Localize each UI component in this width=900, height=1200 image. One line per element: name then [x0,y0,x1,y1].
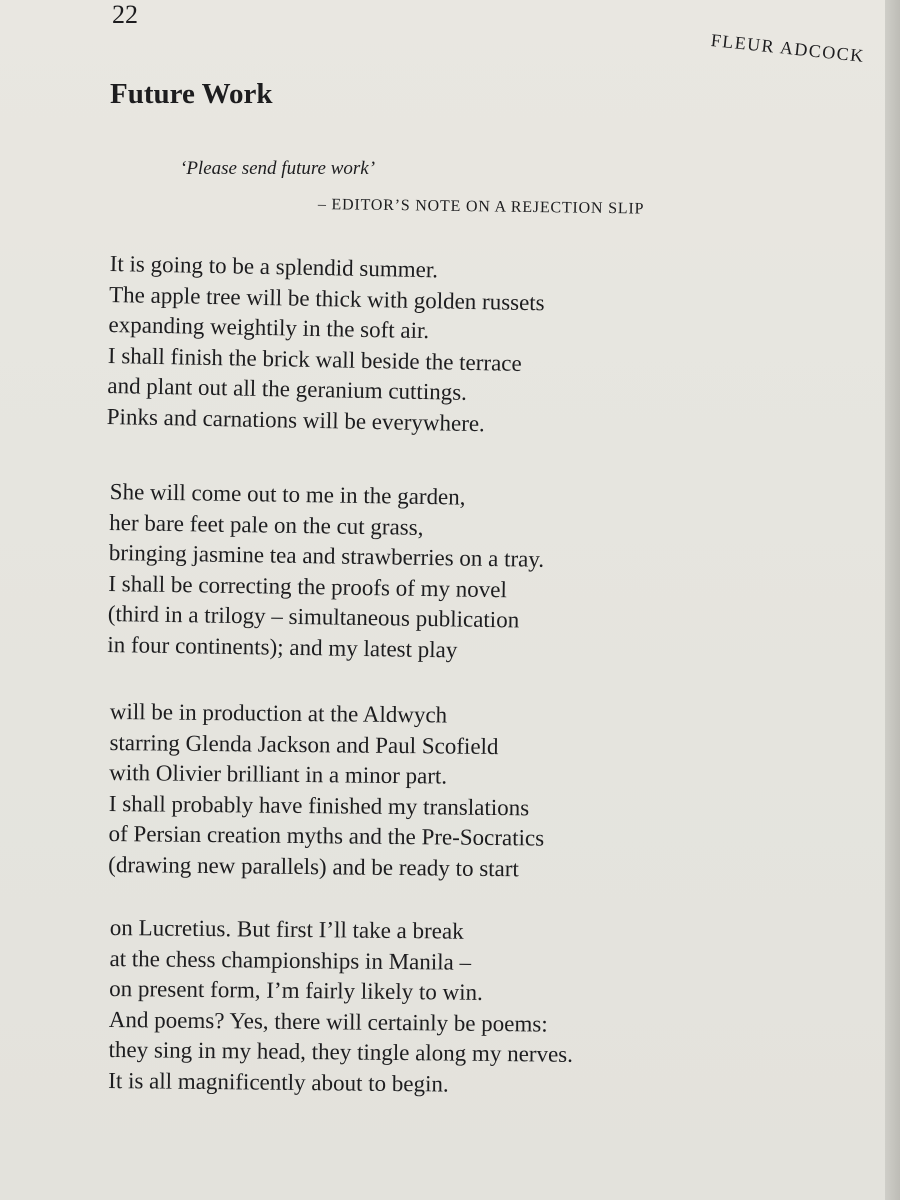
poem-line: on Lucretius. But first I’ll take a break [109,914,464,944]
poem-line: It is going to be a splendid summer. [109,250,439,283]
poem-line: will be in production at the Aldwych [109,698,448,728]
poem-line: (drawing new parallels) and be ready to start [108,851,520,882]
poem-line: I shall finish the brick wall beside the terrace [107,342,522,376]
stanza-1 [106,249,545,441]
running-head-author: FLEUR ADCOCK [709,30,866,67]
poem-line: on present form, I’m fairly likely to win. [109,976,483,1006]
poem-line: And poems? Yes, there will certainly be poems: [108,1006,548,1037]
page-edge [885,0,900,1200]
poem-line: and plant out all the geranium cuttings. [107,373,468,406]
poem-line: of Persian creation myths and the Pre-Socratics [108,821,545,851]
stanza-2 [107,477,545,667]
poem-line: She will come out to me in the garden, [109,478,466,510]
poem-line: starring Glenda Jackson and Paul Scofield [109,729,499,759]
poem-title: Future Work [110,78,273,110]
poem-line: with Olivier brilliant in a minor part. [109,760,448,789]
stanza-3 [108,697,546,885]
poem-line: in four continents); and my latest play [107,631,458,663]
poem-line: bringing jasmine tea and strawberries on a tray. [108,540,545,573]
poem-line: The apple tree will be thick with golden russets [108,281,545,315]
epigraph: ‘Please send future work’ [180,158,376,179]
poem-line: expanding weightily in the soft air. [108,312,430,344]
page-number: 22 [112,0,138,29]
poem-line: It is all magnificently about to begin. [108,1067,449,1097]
epigraph-source: – EDITOR’S NOTE ON A REJECTION SLIP [317,196,645,218]
poem-line: I shall probably have finished my translations [108,790,530,821]
poem-line: I shall be correcting the proofs of my novel [108,570,508,603]
stanza-4 [108,913,574,1101]
poem-line: they sing in my head, they tingle along my nerves. [108,1037,574,1068]
poem-line: Pinks and carnations will be everywhere. [106,403,486,437]
poem-line: her bare feet pale on the cut grass, [109,509,424,540]
poem-line: (third in a trilogy – simultaneous publication [107,601,520,633]
poem-line: at the chess championships in Manila – [109,945,472,975]
